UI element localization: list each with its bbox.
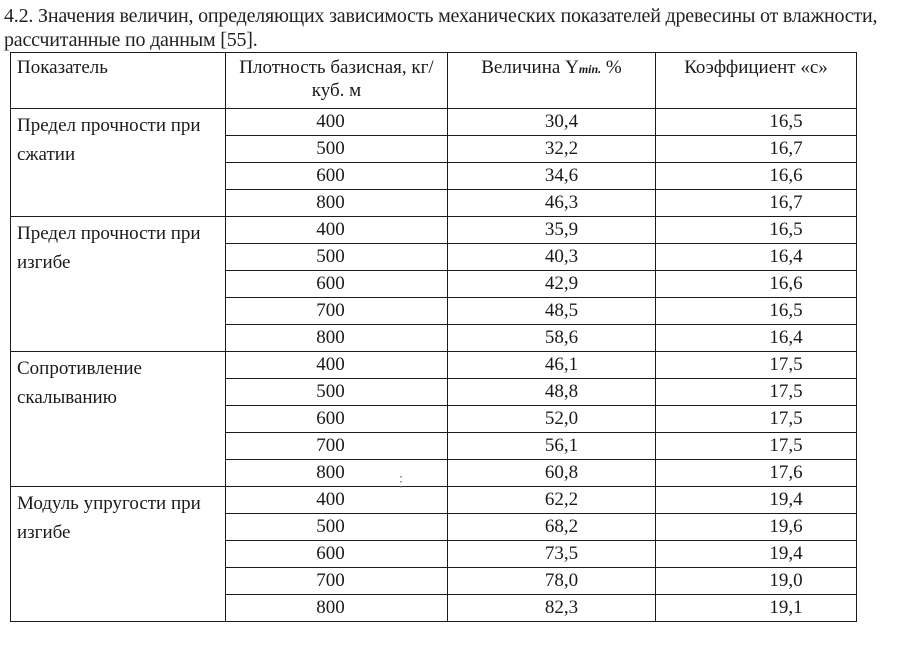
density-cell xyxy=(226,460,448,487)
coefficient-cell-text: 19,0 xyxy=(769,570,803,591)
density-cell-text: 500 xyxy=(316,138,345,159)
value-cell-text: 42,9 xyxy=(544,273,579,294)
value-cell xyxy=(448,433,656,460)
density-cell-text: 400 xyxy=(316,111,345,132)
coefficient-cell-text: 19,6 xyxy=(769,516,803,537)
data-table xyxy=(10,52,857,622)
coefficient-cell xyxy=(656,271,857,298)
header-indicator: Показатель xyxy=(11,53,226,109)
coefficient-cell xyxy=(656,487,857,514)
density-cell-text: 600 xyxy=(316,408,345,429)
coefficient-cell xyxy=(656,190,857,217)
density-cell-text: 800 xyxy=(316,462,345,483)
header-value xyxy=(448,53,656,109)
coefficient-cell xyxy=(656,379,857,406)
indicator-cell: Предел прочности при сжатии xyxy=(11,109,226,217)
header-density: Плотность базисная, кг/куб. м xyxy=(226,53,448,109)
value-cell xyxy=(448,109,656,136)
density-cell xyxy=(226,433,448,460)
value-cell-text: 73,5 xyxy=(544,543,579,564)
coefficient-cell xyxy=(656,109,857,136)
value-cell-text: 62,2 xyxy=(544,489,579,510)
coefficient-cell-text: 17,5 xyxy=(769,408,803,429)
coefficient-cell-text: 17,5 xyxy=(769,354,803,375)
value-cell-text: 68,2 xyxy=(544,516,579,537)
coefficient-cell-text: 16,7 xyxy=(769,192,803,213)
coefficient-cell xyxy=(656,460,857,487)
coefficient-cell xyxy=(656,595,857,622)
density-cell xyxy=(226,190,448,217)
coefficient-cell xyxy=(656,514,857,541)
density-cell-text: 800 xyxy=(316,192,345,213)
value-cell-text: 58,6 xyxy=(544,327,579,348)
density-cell xyxy=(226,136,448,163)
coefficient-cell-text: 16,4 xyxy=(769,246,803,267)
value-cell xyxy=(448,460,656,487)
coefficient-cell xyxy=(656,298,857,325)
value-cell xyxy=(448,568,656,595)
density-cell-text: 700 xyxy=(316,570,345,591)
coefficient-cell-text: 16,7 xyxy=(769,138,803,159)
density-cell-text: 700 xyxy=(316,300,345,321)
value-cell-text: 32,2 xyxy=(544,138,579,159)
density-cell xyxy=(226,298,448,325)
value-cell xyxy=(448,406,656,433)
header-value-unit: % xyxy=(601,57,622,78)
density-cell-text: 800 xyxy=(316,597,345,618)
value-cell-text: 46,3 xyxy=(544,192,579,213)
coefficient-cell xyxy=(656,352,857,379)
density-cell xyxy=(226,541,448,568)
value-cell xyxy=(448,244,656,271)
header-row xyxy=(11,53,857,109)
density-cell xyxy=(226,325,448,352)
coefficient-cell-text: 16,5 xyxy=(769,300,803,321)
header-value-subscript: min. xyxy=(578,62,602,76)
value-cell-text: 48,5 xyxy=(544,300,579,321)
indicator-cell: Модуль упругости при изгибе xyxy=(11,487,226,622)
coefficient-cell xyxy=(656,406,857,433)
density-cell-text: 400 xyxy=(316,219,345,240)
value-cell-text: 56,1 xyxy=(544,435,579,456)
value-cell-text: 52,0 xyxy=(544,408,579,429)
density-cell-text: 500 xyxy=(316,516,345,537)
coefficient-cell xyxy=(656,163,857,190)
value-cell xyxy=(448,325,656,352)
coefficient-cell xyxy=(656,217,857,244)
density-cell xyxy=(226,244,448,271)
indicator-cell: Сопротивление скалыванию xyxy=(11,352,226,487)
table-row xyxy=(11,109,857,136)
density-cell-text: 600 xyxy=(316,165,345,186)
value-cell xyxy=(448,379,656,406)
density-cell xyxy=(226,109,448,136)
coefficient-cell xyxy=(656,136,857,163)
density-cell-text: 500 xyxy=(316,381,345,402)
value-cell xyxy=(448,514,656,541)
value-cell-text: 60,8 xyxy=(544,462,579,483)
table-row xyxy=(11,487,857,514)
value-cell xyxy=(448,136,656,163)
coefficient-cell-text: 17,5 xyxy=(769,381,803,402)
table-body xyxy=(11,109,857,622)
coefficient-cell-text: 16,5 xyxy=(769,111,803,132)
value-cell xyxy=(448,217,656,244)
value-cell xyxy=(448,163,656,190)
coefficient-cell xyxy=(656,325,857,352)
density-cell xyxy=(226,568,448,595)
density-cell-text: 600 xyxy=(316,273,345,294)
coefficient-cell-text: 16,6 xyxy=(769,273,803,294)
table-caption: 4.2. Значения величин, определяющих зависимость механических показателей древесины от влажности, рассчитанные по данным [55]. xyxy=(4,5,878,51)
value-cell-text: 46,1 xyxy=(544,354,579,375)
value-cell xyxy=(448,595,656,622)
coefficient-cell xyxy=(656,244,857,271)
coefficient-cell-text: 16,4 xyxy=(769,327,803,348)
density-cell-text: 700 xyxy=(316,435,345,456)
coefficient-cell-text: 16,5 xyxy=(769,219,803,240)
density-cell xyxy=(226,352,448,379)
value-cell xyxy=(448,271,656,298)
density-cell-text: 400 xyxy=(316,354,345,375)
density-cell xyxy=(226,514,448,541)
value-cell-text: 35,9 xyxy=(544,219,579,240)
value-cell xyxy=(448,190,656,217)
value-cell-text: 82,3 xyxy=(544,597,579,618)
header-coefficient: Коэффициент «c» xyxy=(656,53,857,109)
table-row xyxy=(11,217,857,244)
coefficient-cell-text: 17,6 xyxy=(769,462,803,483)
density-cell-text: 400 xyxy=(316,489,345,510)
value-cell xyxy=(448,298,656,325)
scan-artifact: ⋮ xyxy=(394,475,408,490)
value-cell-text: 78,0 xyxy=(544,570,579,591)
density-cell xyxy=(226,163,448,190)
density-cell xyxy=(226,487,448,514)
value-cell xyxy=(448,541,656,568)
coefficient-cell-text: 17,5 xyxy=(769,435,803,456)
value-cell-text: 30,4 xyxy=(544,111,579,132)
coefficient-cell-text: 19,4 xyxy=(769,543,803,564)
density-cell xyxy=(226,595,448,622)
density-cell xyxy=(226,271,448,298)
value-cell-text: 34,6 xyxy=(544,165,579,186)
coefficient-cell-text: 19,4 xyxy=(769,489,803,510)
value-cell xyxy=(448,352,656,379)
coefficient-cell-text: 16,6 xyxy=(769,165,803,186)
coefficient-cell xyxy=(656,541,857,568)
coefficient-cell xyxy=(656,568,857,595)
density-cell xyxy=(226,379,448,406)
coefficient-cell-text: 19,1 xyxy=(769,597,803,618)
value-cell xyxy=(448,487,656,514)
value-cell-text: 48,8 xyxy=(544,381,579,402)
density-cell-text: 500 xyxy=(316,246,345,267)
density-cell-text: 600 xyxy=(316,543,345,564)
table-row xyxy=(11,352,857,379)
density-cell xyxy=(226,406,448,433)
density-cell-text: 800 xyxy=(316,327,345,348)
coefficient-cell xyxy=(656,433,857,460)
header-value-main: Величина Y xyxy=(481,57,579,78)
indicator-cell: Предел прочности при изгибе xyxy=(11,217,226,352)
value-cell-text: 40,3 xyxy=(544,246,579,267)
density-cell xyxy=(226,217,448,244)
